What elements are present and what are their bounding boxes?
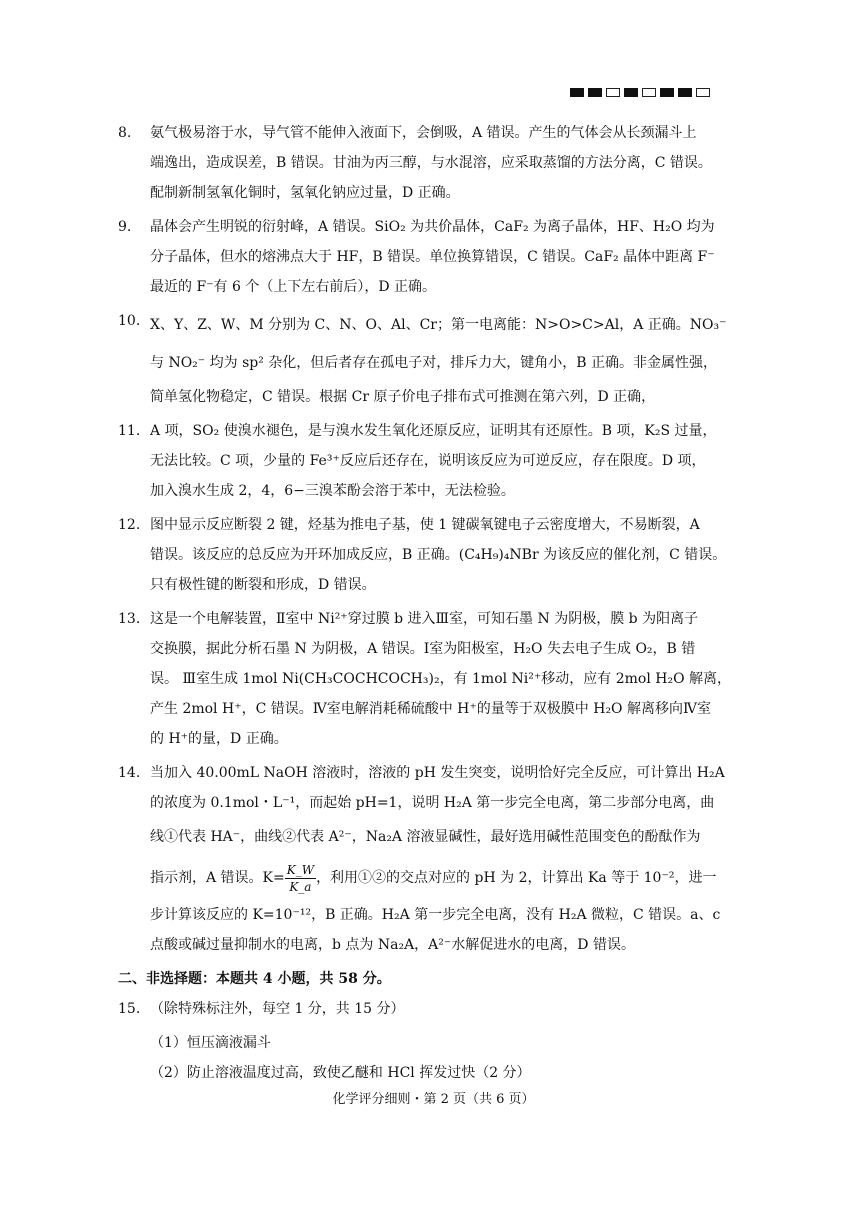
formula-suffix: ，利用①②的交点对应的 pH 为 2，计算出 Ka 等于 10⁻²，进一 <box>316 870 717 886</box>
item-line: 的浓度为 0.1mol・L⁻¹，而起始 pH=1，说明 H₂A 第一步完全电离，第二步部分电离，曲 <box>150 795 715 811</box>
item-line: 分子晶体，但水的熔沸点大于 HF，B 错误。单位换算错误，C 错误。CaF₂ 晶体中距离 F⁻ <box>150 249 715 265</box>
item-line: 错误。该反应的总反应为开环加成反应，B 正确。(C₄H₉)₄NBr 为该反应的催化剂，C 错误。 <box>150 547 727 563</box>
item-line: 点酸或碱过量抑制水的电离，b 点为 Na₂A，A²⁻水解促进水的电离，D 错误。 <box>150 937 635 953</box>
answer-15-1: （1）恒压滴液漏斗 <box>150 1035 271 1051</box>
item-line: 交换膜，据此分析石墨 N 为阴极，A 错误。Ⅰ室为阳极室，H₂O 失去电子生成 O₂，B 错 <box>150 641 696 657</box>
item-line: 的 H⁺的量，D 正确。 <box>150 731 288 747</box>
item-number: 8. <box>118 125 132 141</box>
fraction-kw-over-ka <box>285 862 316 895</box>
item-line: 配制新制氢氧化铜时，氢氧化钠应过量，D 正确。 <box>150 185 460 201</box>
item-number: 14. <box>118 765 141 781</box>
mark-6 <box>660 88 674 97</box>
item-line: 端逸出，造成误差，B 错误。甘油为丙三醇，与水混溶，应采取蒸馏的方法分离，C 错误。 <box>150 155 712 171</box>
mark-5 <box>642 88 656 97</box>
formula-prefix: 指示剂，A 错误。K= <box>150 870 285 886</box>
item-number: 9. <box>118 219 132 235</box>
answer-item-14 <box>118 758 748 960</box>
item-line: 步计算该反应的 K=10⁻¹²，B 正确。H₂A 第一步完全电离，没有 H₂A 微粒，C 错误。a、c <box>150 907 721 923</box>
answer-item-9 <box>118 212 748 302</box>
item-line: 无法比较。C 项，少量的 Fe³⁺反应后还存在，说明该反应为可逆反应，存在限度。D 项， <box>150 453 706 469</box>
answer-content <box>118 118 748 1088</box>
item-line: 图中显示反应断裂 2 键，烃基为推电子基，使 1 键碳氧键电子云密度增大，不易断裂，A <box>150 517 700 533</box>
mark-4 <box>624 88 638 97</box>
mark-8 <box>696 88 710 97</box>
item-line: 最近的 F⁻有 6 个（上下左右前后），D 正确。 <box>150 279 437 295</box>
mark-2 <box>588 88 602 97</box>
item-line: 只有极性键的断裂和形成，D 错误。 <box>150 577 376 593</box>
fraction-numerator: K_W <box>286 862 315 877</box>
item-line: 产生 2mol H⁺，C 错误。Ⅳ室电解消耗稀硫酸中 H⁺的量等于双极膜中 H₂O 解离移向Ⅳ室 <box>150 701 711 717</box>
scoring-note: （除特殊标注外，每空 1 分，共 15 分） <box>150 1001 405 1017</box>
answer-item-10 <box>118 306 748 412</box>
item-line: 这是一个电解装置，Ⅱ室中 Ni²⁺穿过膜 b 进入Ⅲ室，可知石墨 N 为阴极，膜 b 为阳离子 <box>150 611 699 627</box>
header-marks <box>570 88 710 97</box>
answer-item-8 <box>118 118 748 208</box>
section-heading: 二、非选择题：本题共 4 小题，共 58 分。 <box>118 971 391 987</box>
answer-item-13 <box>118 604 748 754</box>
answer-item-11 <box>118 416 748 506</box>
item-number: 10. <box>118 313 141 329</box>
item-line: 晶体会产生明锐的衍射峰，A 错误。SiO₂ 为共价晶体，CaF₂ 为离子晶体，HF、H₂O 均为 <box>150 219 715 235</box>
mark-7 <box>678 88 692 97</box>
item-line: 加入溴水生成 2，4，6−三溴苯酚会溶于苯中，无法检验。 <box>150 483 515 499</box>
answer-item-15 <box>118 994 748 1024</box>
answer-item-12 <box>118 510 748 600</box>
fraction-denominator: K_a <box>289 879 312 894</box>
answer-15-2: （2）防止溶液温度过高，致使乙醚和 HCl 挥发过快（2 分） <box>150 1065 531 1081</box>
item-line: 氨气极易溶于水，导气管不能伸入液面下，会倒吸，A 错误。产生的气体会从长颈漏斗上 <box>150 125 697 141</box>
page-footer: 化学评分细则・第 2 页（共 6 页） <box>332 1092 535 1107</box>
item-number: 12. <box>118 517 141 533</box>
item-line: 线①代表 HA⁻，曲线②代表 A²⁻，Na₂A 溶液显碱性，最好选用碱性范围变色的酚酞作为 <box>150 829 701 845</box>
item-line: 当加入 40.00mL NaOH 溶液时，溶液的 pH 发生突变，说明恰好完全反应，可计算出 H₂A <box>150 765 725 781</box>
mark-1 <box>570 88 584 97</box>
item-number: 11. <box>118 423 141 439</box>
item-number: 15. <box>118 1001 141 1017</box>
item-line: X、Y、Z、W、M 分别为 C、N、O、Al、Cr；第一电离能：N>O>C>Al，A 正确。NO₃⁻ <box>150 317 727 333</box>
item-line: 简单氢化物稳定，C 错误。根据 Cr 原子价电子排布式可推测在第六列，D 正确， <box>150 389 656 405</box>
item-line: A 项，SO₂ 使溴水褪色，是与溴水发生氧化还原反应，证明其有还原性。B 项，K₂S 过量， <box>150 423 717 439</box>
item-line: 误。 Ⅲ室生成 1mol Ni(CH₃COCHCOCH₃)₂，有 1mol Ni²⁺移动，应有 2mol H₂O 解离， <box>150 671 732 687</box>
mark-3 <box>606 88 620 97</box>
item-number: 13. <box>118 611 141 627</box>
formula-line <box>150 856 748 900</box>
item-line: 与 NO₂⁻ 均为 sp² 杂化，但后者存在孤电子对，排斥力大，键角小，B 正确。非金属性强， <box>150 355 718 371</box>
